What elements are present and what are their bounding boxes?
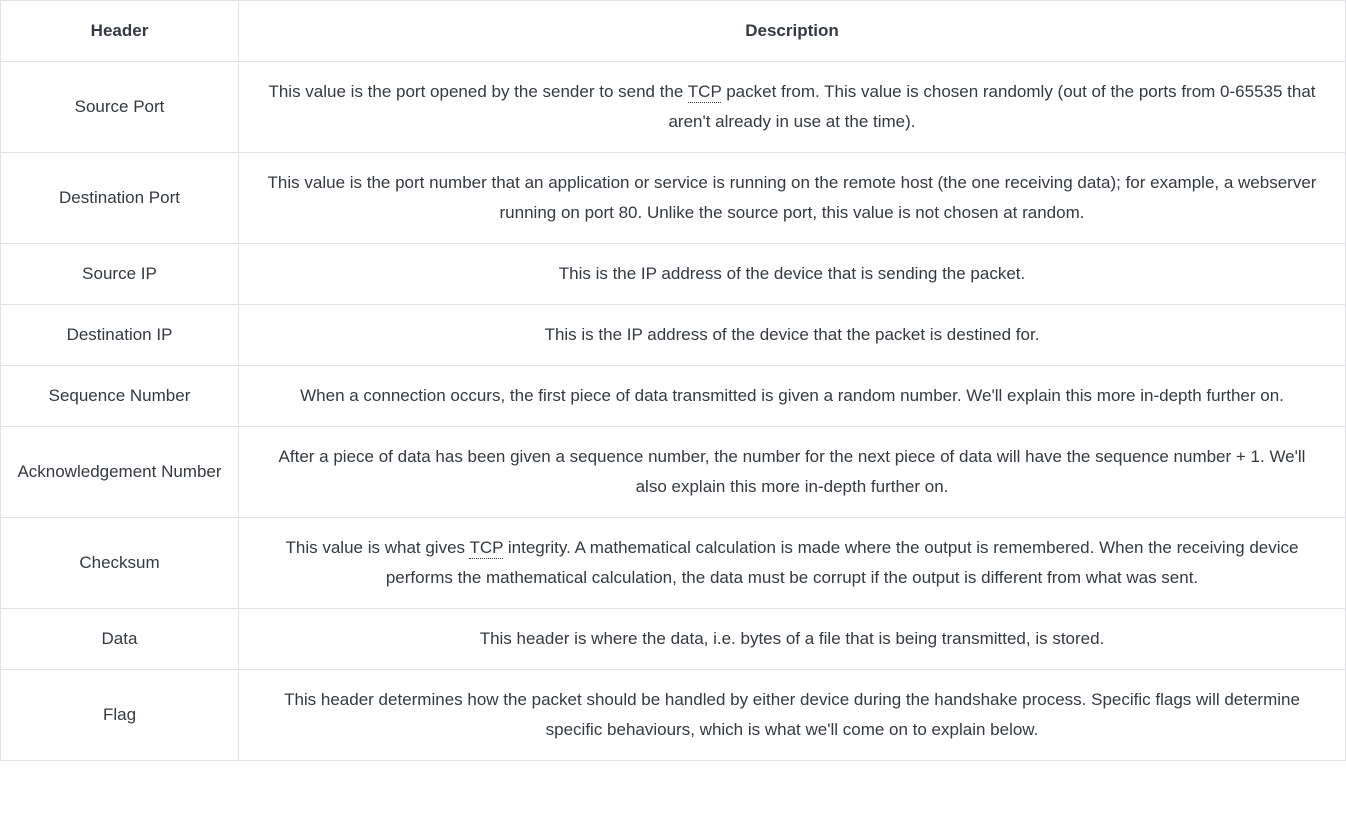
column-header-description: Description xyxy=(239,1,1346,62)
tcp-abbr[interactable]: TCP xyxy=(687,82,722,101)
header-cell: Sequence Number xyxy=(1,366,239,427)
table-row xyxy=(1,609,1346,670)
table-row xyxy=(1,62,1346,153)
table-row xyxy=(1,427,1346,518)
header-cell: Destination Port xyxy=(1,153,239,244)
description-cell: After a piece of data has been given a sequence number, the number for the next piece of data will have the sequence number + 1. We'll also explain this more in-depth further on. xyxy=(239,427,1346,518)
header-cell: Checksum xyxy=(1,518,239,609)
table-row xyxy=(1,244,1346,305)
header-cell: Source IP xyxy=(1,244,239,305)
tcp-abbr[interactable]: TCP xyxy=(469,538,504,557)
description-cell: This is the IP address of the device that is sending the packet. xyxy=(239,244,1346,305)
header-cell: Source Port xyxy=(1,62,239,153)
description-cell: This header is where the data, i.e. bytes of a file that is being transmitted, is stored. xyxy=(239,609,1346,670)
description-cell: This header determines how the packet should be handled by either device during the handshake process. Specific flags will determine specific behaviours, which is what we'll come on to explain below. xyxy=(239,670,1346,761)
table-row xyxy=(1,305,1346,366)
header-cell: Flag xyxy=(1,670,239,761)
description-cell: This value is the port number that an application or service is running on the remote host (the one receiving data); for example, a webserver running on port 80. Unlike the source port, this value is not chosen at random. xyxy=(239,153,1346,244)
description-cell: This value is the port opened by the sender to send the TCP packet from. This value is chosen randomly (out of the ports from 0-65535 that aren't already in use at the time). xyxy=(239,62,1346,153)
table-body xyxy=(1,62,1346,761)
description-cell: This is the IP address of the device that the packet is destined for. xyxy=(239,305,1346,366)
table-row xyxy=(1,670,1346,761)
table-row xyxy=(1,366,1346,427)
description-cell: When a connection occurs, the first piece of data transmitted is given a random number. We'll explain this more in-depth further on. xyxy=(239,366,1346,427)
header-cell: Acknowledgement Number xyxy=(1,427,239,518)
table-row xyxy=(1,518,1346,609)
table-head xyxy=(1,1,1346,62)
table-header-row xyxy=(1,1,1346,62)
header-cell: Data xyxy=(1,609,239,670)
column-header-header: Header xyxy=(1,1,239,62)
description-cell: This value is what gives TCP integrity. A mathematical calculation is made where the output is remembered. When the receiving device performs the mathematical calculation, the data must be corrupt if the output is different from what was sent. xyxy=(239,518,1346,609)
header-cell: Destination IP xyxy=(1,305,239,366)
table-row xyxy=(1,153,1346,244)
